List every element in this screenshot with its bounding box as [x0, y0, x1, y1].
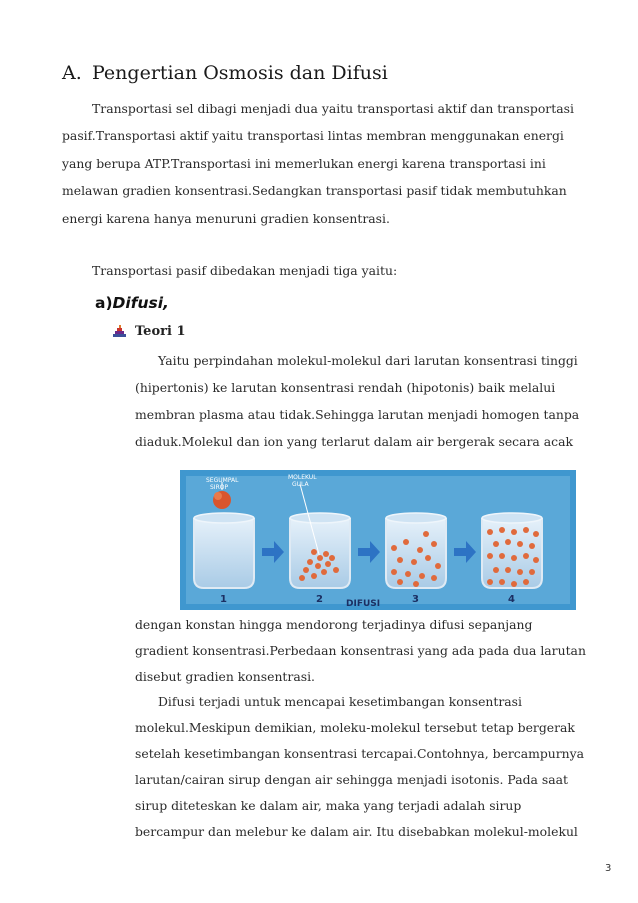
body-line: gradient konsentrasi.Perbedaan konsentrasi yang ada pada dua larutan	[135, 643, 586, 658]
subheading-marker: a)	[95, 294, 113, 312]
step-number: 1	[220, 594, 227, 605]
body-line: membran plasma atau tidak.Sehingga larutan menjadi homogen tanpa	[135, 407, 580, 422]
body-line: Yaitu perpindahan molekul-molekul dari larutan konsentrasi tinggi	[158, 353, 578, 368]
body-line: disebut gradien konsentrasi.	[135, 669, 315, 684]
label-sugar-line2: GULA	[292, 481, 309, 488]
body-line: bercampur dan melebur ke dalam air. Itu disebabkan molekul-molekul	[135, 824, 578, 839]
heading-number: A.	[62, 62, 82, 84]
body-line: larutan/cairan sirup dengan air sehingga menjadi isotonis. Pada saat	[135, 772, 568, 787]
beaker-3	[386, 513, 446, 588]
intro-line: yang berupa ATP.Transportasi ini memerlukan energi karena transportasi ini	[62, 156, 546, 171]
step-number: 4	[508, 594, 515, 605]
intro-line: Transportasi sel dibagi menjadi dua yaitu transportasi aktif dan transportasi	[92, 101, 574, 116]
body-line: Difusi terjadi untuk mencapai kesetimbangan konsentrasi	[158, 694, 522, 709]
diffusion-figure	[180, 470, 576, 610]
body-line: setelah kesetimbangan konsentrasi tercapai.Contohnya, bercampurnya	[135, 746, 585, 761]
step-number: 3	[412, 594, 419, 605]
label-syrup-line1: SEGUMPAL	[206, 477, 239, 484]
body-line: molekul.Meskipun demikian, moleku-molekul tersebut tetap bergerak	[135, 720, 575, 735]
body-line: (hipertonis) ke larutan konsentrasi rendah (hipotonis) baik melalui	[135, 380, 556, 395]
page-number: 3	[605, 863, 612, 874]
heading-text: Pengertian Osmosis dan Difusi	[92, 62, 388, 84]
figure-caption: DIFUSI	[346, 599, 381, 609]
intro-line: energi karena hanya menuruni gradien konsentrasi.	[62, 211, 390, 226]
page-title	[62, 62, 388, 84]
body-line: diaduk.Molekul dan ion yang terlarut dalam air bergerak secara acak	[135, 434, 573, 449]
beaker-4	[482, 513, 542, 588]
step-number: 2	[316, 594, 323, 605]
label-sugar-line1: MOLEKUL	[288, 474, 317, 481]
intro-line: melawan gradien konsentrasi.Sedangkan transportasi pasif tidak membutuhkan	[62, 183, 567, 198]
bullet-arrow-icon	[112, 324, 128, 340]
intro-line: pasif.Transportasi aktif yaitu transportasi lintas membran menggunakan energi	[62, 128, 564, 143]
bullet-title: Teori 1	[135, 324, 186, 339]
passive-intro: Transportasi pasif dibedakan menjadi tiga yaitu:	[92, 263, 398, 278]
body-line: dengan konstan hingga mendorong terjadinya difusi sepanjang	[135, 617, 533, 632]
subheading-text: Difusi,	[112, 294, 169, 312]
label-syrup-line2: SIROP	[210, 484, 229, 491]
body-line: sirup diteteskan ke dalam air, maka yang terjadi adalah sirup	[135, 798, 522, 813]
subheading	[95, 294, 169, 312]
